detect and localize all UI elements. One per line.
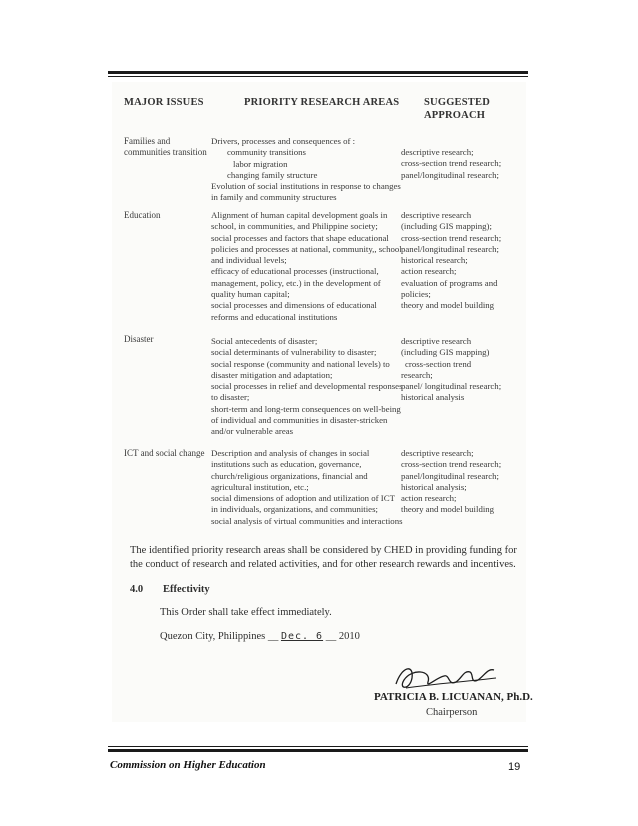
issue-line: Families and xyxy=(124,136,171,146)
date-blank-right: __ xyxy=(325,631,339,642)
area-line: and individual levels; xyxy=(211,255,287,266)
header-suggested: SUGGESTED xyxy=(424,97,490,108)
area-line: community transitions xyxy=(227,147,306,158)
top-rule-thin xyxy=(108,76,528,77)
area-line: Evolution of social institutions in response to changes xyxy=(211,181,401,192)
row-education-approach xyxy=(401,210,523,312)
row-disaster-approach xyxy=(401,336,523,404)
row-ict-approach xyxy=(401,448,523,516)
row-ict-areas xyxy=(211,448,403,527)
header-major-issues: MAJOR ISSUES xyxy=(124,97,204,108)
row-families-approach xyxy=(401,147,523,181)
area-line: social processes and dimensions of educational xyxy=(211,300,377,311)
section-title: Effectivity xyxy=(163,584,210,595)
closing-paragraph: The identified priority research areas shall be considered by CHED in providing funding for the conduct of research and related activities, and for other research rewards and incentives. xyxy=(130,545,517,570)
area-line: of individual and communities in disaster-stricken xyxy=(211,415,388,426)
area-line: social processes and factors that shape educational xyxy=(211,232,389,243)
row-families-areas xyxy=(211,136,401,204)
place-prefix: Quezon City, Philippines xyxy=(160,631,266,642)
signatory-title: Chairperson xyxy=(426,707,478,718)
bottom-rule-thick xyxy=(108,749,528,752)
approach-line: historical analysis; xyxy=(401,481,467,492)
approach-line: research; xyxy=(401,369,433,380)
area-line: quality human capital; xyxy=(211,289,290,300)
approach-line: action research; xyxy=(401,493,457,504)
footer-organization: Commission on Higher Education xyxy=(110,759,266,771)
approach-line: panel/longitudinal research; xyxy=(401,243,499,254)
area-line: disaster mitigation and adaptation; xyxy=(211,369,333,380)
approach-line: cross-section trend xyxy=(405,358,472,369)
row-ict-issue xyxy=(124,448,212,459)
date-blank-left: __ xyxy=(267,631,279,642)
row-disaster-areas xyxy=(211,336,403,438)
row-education-areas xyxy=(211,210,402,323)
header-approach: APPROACH xyxy=(424,110,486,121)
area-line: labor migration xyxy=(233,158,288,169)
area-line: to disaster; xyxy=(211,392,250,403)
approach-line: descriptive research; xyxy=(401,448,474,458)
approach-line: theory and model building xyxy=(401,504,495,515)
approach-line: evaluation of programs and xyxy=(401,277,498,288)
area-line: changing family structure xyxy=(227,169,318,180)
signatory-name: PATRICIA B. LICUANAN, Ph.D. xyxy=(374,691,533,703)
row-families-issue xyxy=(124,136,212,159)
approach-line: action research; xyxy=(401,266,457,277)
approach-line: descriptive research xyxy=(401,336,472,346)
issue-line: communities transition xyxy=(124,147,207,158)
approach-line: descriptive research xyxy=(401,210,472,220)
approach-line: panel/ longitudinal research; xyxy=(401,381,502,392)
row-education-issue xyxy=(124,210,212,221)
area-line: in family and community structures xyxy=(211,192,337,203)
area-line: short-term and long-term consequences on well-being xyxy=(211,403,401,414)
approach-line: cross-section trend research; xyxy=(401,232,502,243)
issue-line: Education xyxy=(124,210,161,220)
area-line: agricultural institution, etc.; xyxy=(211,481,309,492)
area-line: school, in communities, and Philippine society; xyxy=(211,221,378,232)
bottom-rule-thin xyxy=(108,746,528,747)
area-line: church/religious organizations, financial and xyxy=(211,470,368,481)
area-line: social determinants of vulnerability to disaster; xyxy=(211,347,377,358)
area-line: Drivers, processes and consequences of : xyxy=(211,136,356,146)
area-line: Description and analysis of changes in social xyxy=(211,448,370,458)
approach-line: cross-section trend research; xyxy=(401,459,502,470)
area-line: and/or vulnerable areas xyxy=(211,426,294,437)
approach-line: panel/longitudinal research; xyxy=(401,169,499,180)
area-line: social dimensions of adoption and utilization of ICT xyxy=(211,493,395,504)
section-number: 4.0 xyxy=(130,584,144,595)
approach-line: cross-section trend research; xyxy=(401,158,502,169)
row-disaster-issue xyxy=(124,334,212,345)
top-rule-thick xyxy=(108,71,528,74)
area-line: social response (community and national levels) to xyxy=(211,358,390,369)
header-priority-research-areas: PRIORITY RESEARCH AREAS xyxy=(244,97,400,108)
approach-line: policies; xyxy=(401,289,431,300)
area-line: efficacy of educational processes (instructional, xyxy=(211,266,379,277)
issue-line: ICT and social change xyxy=(124,448,205,458)
area-line: Social antecedents of disaster; xyxy=(211,336,318,346)
approach-line: descriptive research; xyxy=(401,147,474,157)
approach-line: theory and model building xyxy=(401,300,495,311)
area-line: in individuals, organizations, and communities; xyxy=(211,504,378,515)
place-date-line xyxy=(160,631,360,642)
approach-line: historical research; xyxy=(401,255,468,266)
area-line: institutions such as education, governance, xyxy=(211,459,362,470)
approach-line: (including GIS mapping); xyxy=(401,221,492,232)
approach-line: (including GIS mapping) xyxy=(401,347,490,358)
issue-line: Disaster xyxy=(124,334,154,344)
area-line: reforms and educational institutions xyxy=(211,311,338,322)
handwritten-date: Dec. 6 xyxy=(280,631,324,642)
approach-line: panel/longitudinal research; xyxy=(401,470,499,481)
area-line: social processes in relief and developmental responses xyxy=(211,381,403,392)
area-line: social analysis of virtual communities and interactions xyxy=(211,515,403,526)
header-suggested-approach xyxy=(424,96,490,122)
area-line: Alignment of human capital development goals in xyxy=(211,210,388,220)
area-line: management, policy, etc.) in the development of xyxy=(211,277,381,288)
area-line: policies and processes at national, community,, school xyxy=(211,243,402,254)
year: 2010 xyxy=(338,631,360,642)
section-body: This Order shall take effect immediately. xyxy=(160,607,332,618)
approach-line: historical analysis xyxy=(401,392,465,403)
footer-page-number: 19 xyxy=(508,761,521,773)
